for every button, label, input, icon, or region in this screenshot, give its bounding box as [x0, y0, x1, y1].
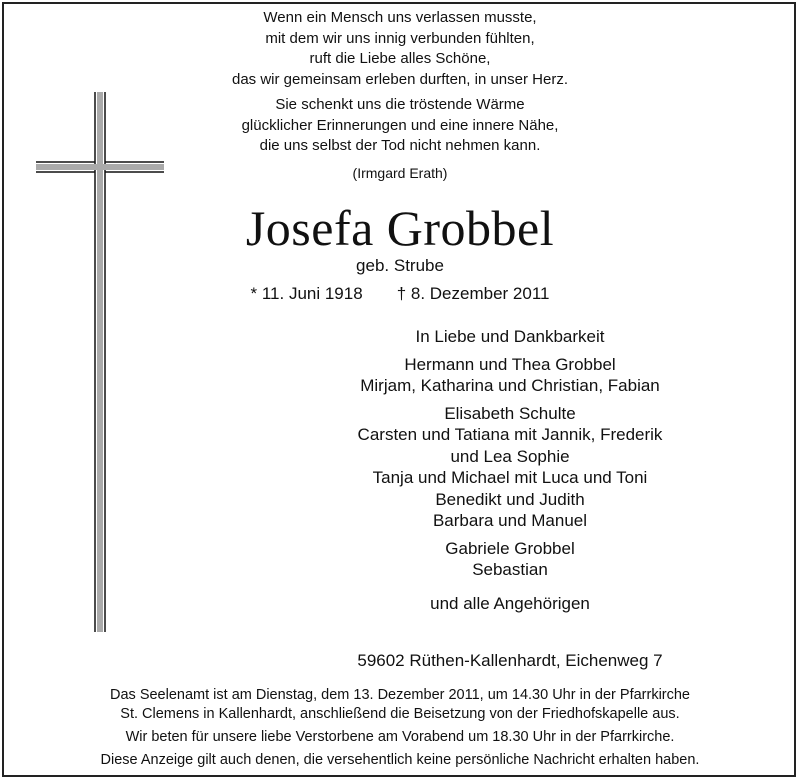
birth-date: * 11. Juni 1918 — [250, 284, 363, 303]
notice-line: Das Seelenamt ist am Dienstag, dem 13. Dezember 2011, um 14.30 Uhr in der Pfarrkirche — [110, 687, 690, 703]
poem-line: Sie schenkt uns die tröstende Wärme — [275, 96, 525, 113]
family-closing: und alle Angehörigen — [430, 593, 590, 613]
family-line: und Lea Sophie — [450, 446, 570, 466]
family-line: Benedikt und Judith — [435, 489, 585, 509]
family-line: Hermann und Thea Grobbel — [404, 354, 616, 374]
poem-line: das wir gemeinsam erleben durften, in unser Herz. — [232, 70, 568, 88]
life-dates — [0, 282, 800, 306]
address: 59602 Rüthen-Kallenhardt, Eichenweg 7 — [357, 651, 663, 670]
deceased-name: Josefa Grobbel — [245, 200, 555, 256]
family-line: Carsten und Tatiana mit Jannik, Frederik — [357, 425, 663, 444]
notice-line: Wir beten für unsere liebe Verstorbene am Vorabend um 18.30 Uhr in der Pfarrkirche. — [125, 729, 675, 745]
birth-name: geb. Strube — [356, 256, 444, 275]
poem-line: mit dem wir uns innig verbunden fühlten, — [265, 29, 535, 47]
poem-author: (Irmgard Erath) — [352, 164, 448, 181]
poem — [0, 8, 800, 183]
notice-line: St. Clemens in Kallenhardt, anschließend die Beisetzung von der Friedhofskapelle aus. — [120, 706, 680, 722]
family-line: Sebastian — [472, 560, 548, 579]
family-intro: In Liebe und Dankbarkeit — [415, 327, 605, 346]
notice-line: Diese Anzeige gilt auch denen, die versehentlich keine persönliche Nachricht erhalten haben. — [100, 752, 700, 768]
poem-line: glücklicher Erinnerungen und eine innere Nähe, — [241, 116, 559, 134]
family-line: Gabriele Grobbel — [445, 538, 575, 558]
poem-line: Wenn ein Mensch uns verlassen musste, — [263, 9, 537, 26]
death-date: † 8. Dezember 2011 — [396, 284, 550, 303]
service-notice — [0, 686, 800, 770]
family-line: Mirjam, Katharina und Christian, Fabian — [360, 376, 660, 395]
family-line: Barbara und Manuel — [432, 511, 588, 530]
family-line: Tanja und Michael mit Luca und Toni — [372, 468, 648, 487]
family-list — [225, 326, 795, 614]
family-line: Elisabeth Schulte — [444, 403, 576, 423]
poem-line: ruft die Liebe alles Schöne, — [309, 50, 491, 67]
poem-line: die uns selbst der Tod nicht nehmen kann. — [259, 137, 541, 154]
